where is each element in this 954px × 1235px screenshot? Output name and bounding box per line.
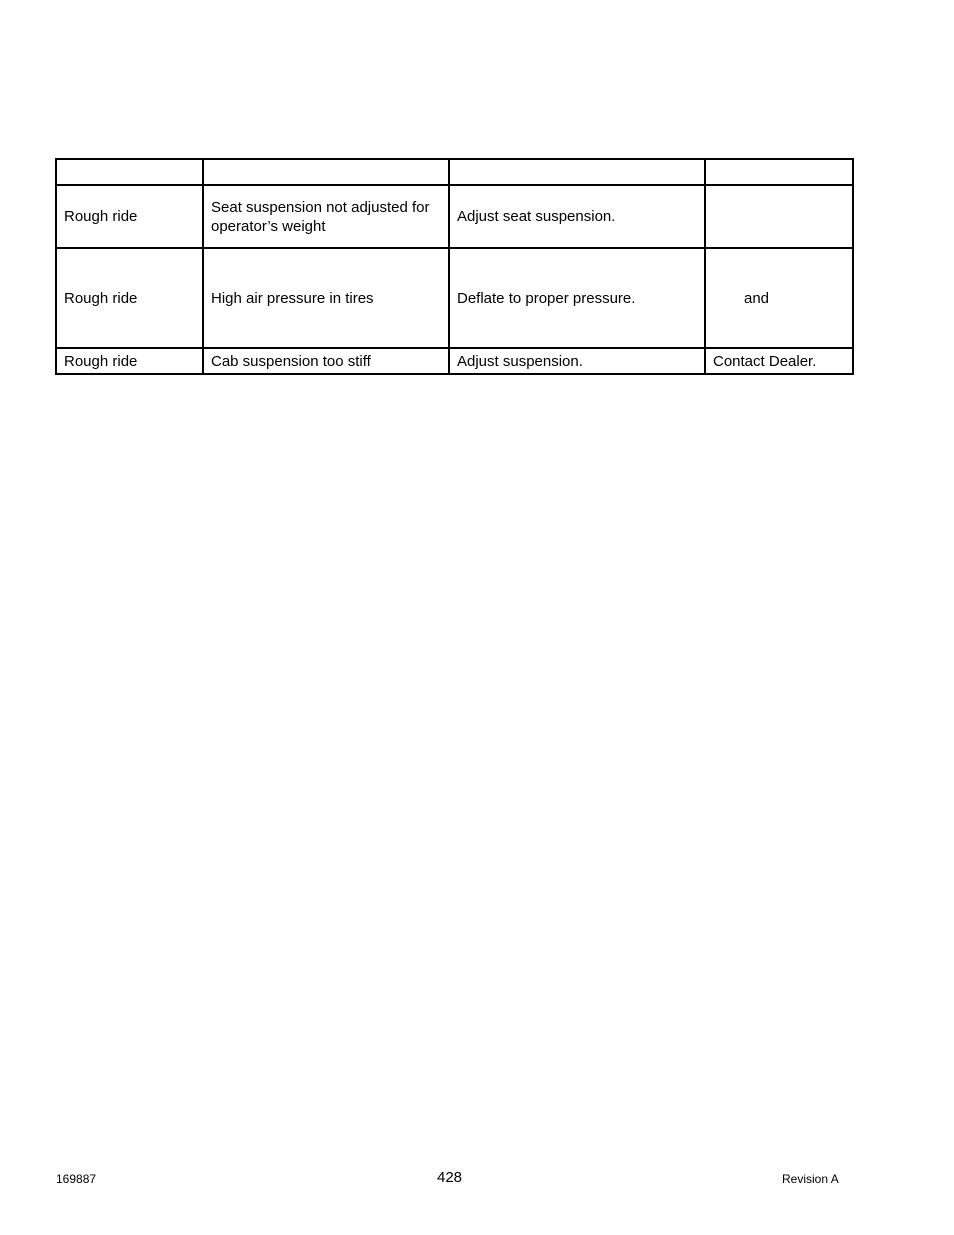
table-header-row	[56, 159, 853, 185]
symptom-cell: Rough ride	[56, 248, 203, 348]
header-cell-problem	[203, 159, 449, 185]
solution-cell: Adjust seat suspension.	[449, 185, 705, 248]
refer-to-cell: Contact Dealer.	[705, 348, 853, 374]
problem-cell: High air pressure in tires	[203, 248, 449, 348]
revision-label: Revision A	[782, 1172, 839, 1186]
refer-to-cell	[705, 248, 853, 348]
header-cell-symptom	[56, 159, 203, 185]
table-row	[56, 185, 853, 248]
page-number: 428	[437, 1169, 463, 1186]
solution-cell: Deflate to proper pressure.	[449, 248, 705, 348]
refer-to-cell	[705, 185, 853, 248]
document-number: 169887	[56, 1172, 97, 1186]
symptom-cell: Rough ride	[56, 348, 203, 374]
problem-cell: Cab suspension too stiff	[203, 348, 449, 374]
table-row	[56, 348, 853, 374]
troubleshooting-table	[55, 158, 854, 375]
header-cell-solution	[449, 159, 705, 185]
refer-to-text: and	[744, 289, 770, 307]
solution-cell: Adjust suspension.	[449, 348, 705, 374]
table-row	[56, 248, 853, 348]
header-cell-refer-to	[705, 159, 853, 185]
symptom-cell: Rough ride	[56, 185, 203, 248]
problem-cell: Seat suspension not adjusted for operator’s weight	[203, 185, 449, 248]
